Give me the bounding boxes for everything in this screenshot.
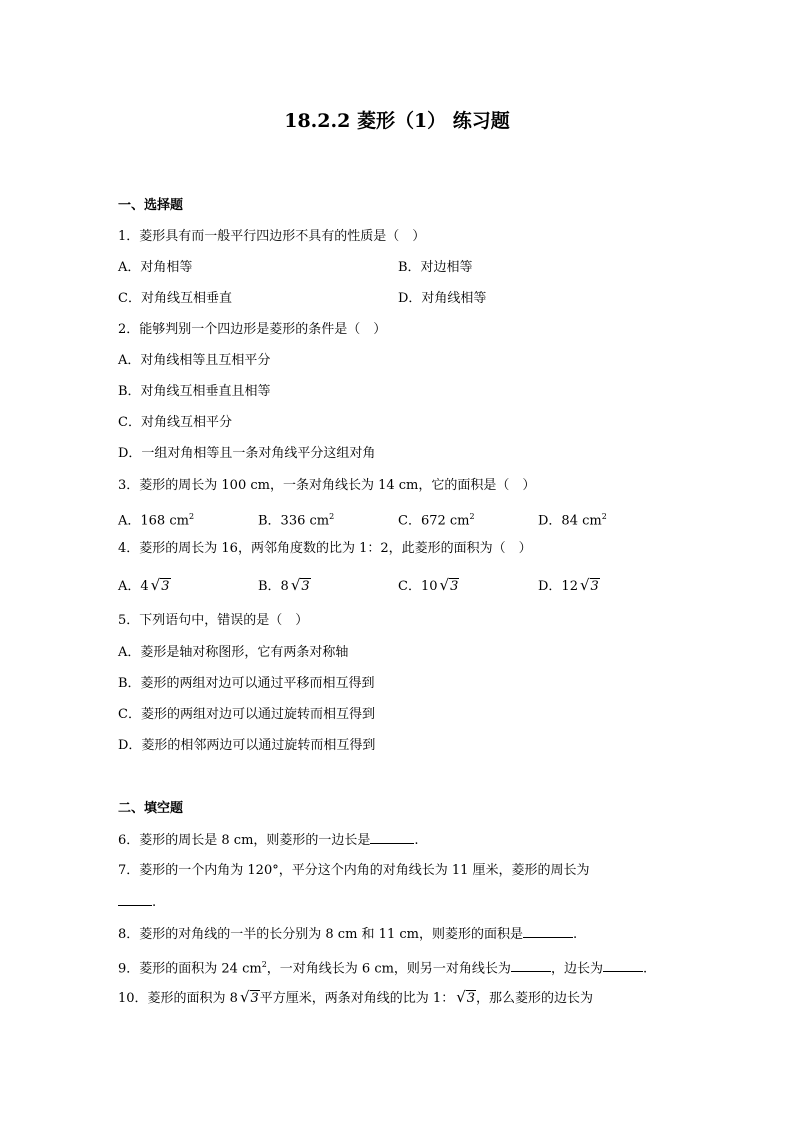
question-2-option-d: D．一组对角相等且一条对角线平分这组对角 xyxy=(118,446,376,461)
sqrt-symbol: √3 xyxy=(439,576,459,594)
section-heading-choice: 一、选择题 xyxy=(118,198,184,213)
question-4-stem: 4．菱形的周长为 16，两邻角度数的比为 1：2，此菱形的面积为（ ） xyxy=(118,541,532,556)
option-c: C．对角线互相垂直 xyxy=(118,291,232,306)
question-5-stem: 5．下列语句中，错误的是（ ） xyxy=(118,613,309,628)
option-b: B．8 √3 xyxy=(258,576,310,594)
question-5-option-a: A．菱形是轴对称图形，它有两条对称轴 xyxy=(118,645,349,660)
question-1-stem: 1．菱形具有而一般平行四边形不具有的性质是（ ） xyxy=(118,229,426,244)
answer-blank xyxy=(603,959,643,972)
option-b: B．336 $cm^2$ xyxy=(258,512,335,529)
question-2-option-b: B．对角线互相垂直且相等 xyxy=(118,384,271,399)
answer-blank xyxy=(370,831,414,844)
question-10: 10．菱形的面积为 8 √3平方厘米，两条对角线的比为 1： √3，那么菱形的边长为 xyxy=(118,988,594,1006)
question-3-stem: 3．菱形的周长为 100 cm，一条对角线长为 14 cm，它的面积是（ ） xyxy=(118,478,536,493)
option-b: B．对边相等 xyxy=(398,260,473,275)
answer-blank xyxy=(118,893,152,906)
answer-blank xyxy=(523,925,573,938)
option-a: A．168 $cm^2$ xyxy=(118,512,195,529)
option-a: A．对角相等 xyxy=(118,260,193,275)
question-2-option-a: A．对角线相等且互相平分 xyxy=(118,353,271,368)
option-d: D．84 $cm^2$ xyxy=(538,512,607,529)
sqrt-symbol: √3 xyxy=(150,576,170,594)
question-2-stem: 2．能够判别一个四边形是菱形的条件是（ ） xyxy=(118,322,387,337)
sqrt-symbol: √3 xyxy=(239,988,259,1006)
question-7-line2: . xyxy=(118,893,698,912)
answer-blank xyxy=(511,959,551,972)
question-5-option-d: D．菱形的相邻两边可以通过旋转而相互得到 xyxy=(118,738,376,753)
page-title: 18.2.2 菱形（1） 练习题 xyxy=(284,110,510,132)
question-2-option-c: C．对角线互相平分 xyxy=(118,415,232,430)
question-5-option-b: B．菱形的两组对边可以通过平移而相互得到 xyxy=(118,676,375,691)
option-d: D．12 √3 xyxy=(538,576,599,594)
option-c: C．672 $cm^2$ xyxy=(398,512,475,529)
question-6: 6．菱形的周长是 8 cm，则菱形的一边长是 . xyxy=(118,833,419,848)
sqrt-symbol: √3 xyxy=(579,576,599,594)
sqrt-symbol: √3 xyxy=(456,988,476,1006)
section-heading-fill-blank: 二、填空题 xyxy=(118,801,184,816)
option-c: C．10 √3 xyxy=(398,576,459,594)
question-8: 8．菱形的对角线的一半的长分别为 8 cm 和 11 cm，则菱形的面积是 . xyxy=(118,927,578,942)
question-7-line1: 7．菱形的一个内角为 120°，平分这个内角的对角线长为 11 厘米，菱形的周长为 xyxy=(118,863,590,878)
question-9: 9．菱形的面积为 24 $cm^2$，一对角线长为 6 cm，则另一对角线长为 ，边长为 . xyxy=(118,960,648,977)
question-5-option-c: C．菱形的两组对边可以通过旋转而相互得到 xyxy=(118,707,375,722)
option-a: A．4 √3 xyxy=(118,576,170,594)
sqrt-symbol: √3 xyxy=(290,576,310,594)
option-d: D．对角线相等 xyxy=(398,291,487,306)
